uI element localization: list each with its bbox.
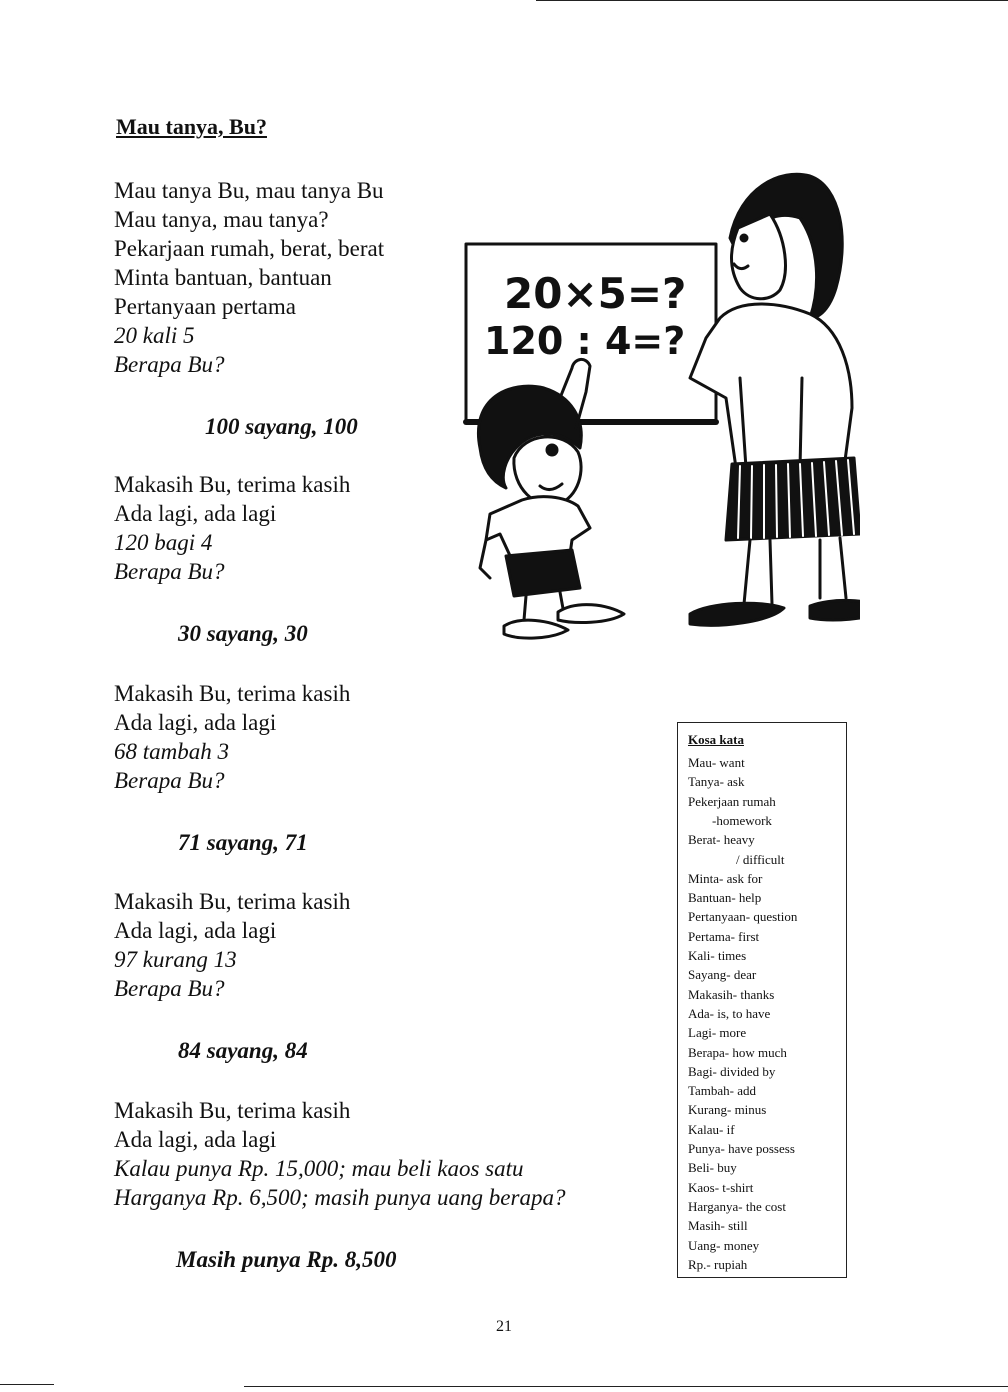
lyric-line: Berapa Bu?	[114, 768, 225, 793]
lyric-line: Pertanyaan pertama	[114, 294, 296, 319]
lyric-line: 68 tambah 3	[114, 739, 229, 764]
vocabulary-item: Ada- is, to have	[688, 1005, 771, 1021]
top-rule	[536, 0, 1008, 1]
teacher-blouse	[690, 304, 852, 468]
vocabulary-item: Pertanyaan- question	[688, 909, 798, 925]
lyric-line: Harganya Rp. 6,500; masih punya uang berapa?	[114, 1185, 566, 1210]
lyric-line: Pekarjaan rumah, berat, berat	[114, 236, 385, 261]
lyric-line: 20 kali 5	[114, 323, 195, 348]
lyric-line: Mau tanya, mau tanya?	[114, 207, 329, 232]
vocabulary-item: Berapa- how much	[688, 1044, 787, 1060]
classroom-illustration	[440, 168, 860, 648]
child-shorts	[506, 550, 580, 596]
teacher-sandals	[690, 600, 860, 625]
vocabulary-item: Kali- times	[688, 948, 747, 963]
lyric-line: Minta bantuan, bantuan	[114, 265, 332, 290]
vocabulary-item: Kalau- if	[688, 1121, 735, 1137]
vocabulary-item: Pekerjaan rumah	[688, 793, 776, 809]
lyric-line: Ada lagi, ada lagi	[114, 501, 277, 526]
vocabulary-item: Berat- heavy	[688, 832, 755, 848]
vocabulary-item: Makasih- thanks	[688, 986, 775, 1002]
vocabulary-item: Minta- ask for	[688, 870, 763, 886]
lyric-line: Kalau punya Rp. 15,000; mau beli kaos satu	[114, 1156, 524, 1181]
answer-line: Masih punya Rp. 8,500	[176, 1247, 397, 1272]
child-sandals	[504, 605, 624, 638]
lyric-line: Ada lagi, ada lagi	[114, 710, 277, 735]
lyric-line: Makasih Bu, terima kasih	[114, 889, 351, 914]
bottom-rule-left	[0, 1384, 54, 1385]
board-equation-1: 20×5=?	[504, 269, 687, 318]
answer-line: 30 sayang, 30	[178, 621, 308, 646]
lyric-line: Makasih Bu, terima kasih	[114, 1098, 351, 1123]
vocabulary-item: Tanya- ask	[688, 774, 745, 790]
answer-line: 84 sayang, 84	[178, 1038, 308, 1063]
vocabulary-item: Uang- money	[688, 1237, 760, 1253]
song-title: Mau tanya, Bu?	[116, 114, 267, 139]
page-number: 21	[496, 1318, 512, 1335]
lyric-line: Makasih Bu, terima kasih	[114, 472, 351, 497]
lyric-line: Berapa Bu?	[114, 352, 225, 377]
lyric-line: Berapa Bu?	[114, 559, 225, 584]
vocabulary-item: Kaos- t-shirt	[688, 1179, 754, 1195]
lyric-line: Ada lagi, ada lagi	[114, 918, 277, 943]
lyric-line: Makasih Bu, terima kasih	[114, 681, 351, 706]
vocabulary-item: Lagi- more	[688, 1025, 747, 1041]
vocabulary-item: Mau- want	[688, 755, 745, 770]
vocabulary-item: Bantuan- help	[688, 890, 762, 906]
vocabulary-title: Kosa kata	[688, 732, 744, 747]
answer-line: 71 sayang, 71	[178, 830, 308, 855]
lyric-line: Berapa Bu?	[114, 976, 225, 1001]
vocabulary-item: Harganya- the cost	[688, 1198, 786, 1214]
lyric-line: 97 kurang 13	[114, 947, 237, 972]
vocabulary-item: Bagi- divided by	[688, 1063, 776, 1079]
lyric-line: Ada lagi, ada lagi	[114, 1127, 277, 1152]
vocabulary-item: Rp.- rupiah	[688, 1256, 748, 1272]
bottom-rule-right	[244, 1386, 1008, 1387]
child-shirt	[486, 497, 590, 560]
board-equation-2: 120 : 4=?	[484, 319, 686, 363]
vocabulary-item: Kurang- minus	[688, 1102, 767, 1118]
vocabulary-item: Masih- still	[688, 1218, 748, 1234]
vocabulary-item: Pertama- first	[688, 928, 760, 944]
vocabulary-item: Tambah- add	[688, 1083, 757, 1099]
vocabulary-item: -homework	[712, 812, 772, 828]
vocabulary-item: Sayang- dear	[688, 967, 757, 983]
answer-line: 100 sayang, 100	[205, 414, 358, 439]
vocabulary-box	[677, 722, 847, 1278]
lyric-line: Mau tanya Bu, mau tanya Bu	[114, 178, 384, 203]
vocabulary-item: Beli- buy	[688, 1160, 737, 1176]
lyric-line: 120 bagi 4	[114, 530, 213, 555]
vocabulary-item: / difficult	[736, 851, 785, 867]
vocabulary-item: Punya- have possess	[688, 1141, 795, 1156]
